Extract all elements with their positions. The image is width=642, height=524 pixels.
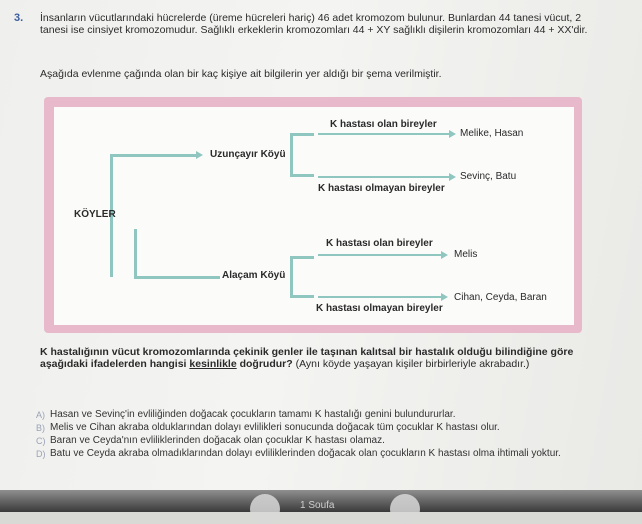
village2-patient-group: K hastası olan bireyler: [326, 238, 433, 249]
option-c[interactable]: [36, 435, 590, 447]
question-keyword: kesinlikle: [189, 358, 237, 371]
village2-label: Alaçam Köyü: [222, 270, 286, 281]
option-a-letter: A): [36, 410, 45, 420]
village2-branch-line: [290, 256, 293, 296]
leaf4-arrow: [441, 293, 448, 301]
option-b-letter: B): [36, 423, 45, 433]
leaf-melike-hasan: Melike, Hasan: [460, 128, 524, 139]
question-end: doğrudur?: [239, 358, 293, 371]
question-stem: K hastalığının vücut kromozomlarında çekinik genler ile taşınan kalıtsal bir hastalık olduğu bilindiğine göre aşağıdaki ifadelerden hangisi: [40, 346, 574, 371]
root-lower-line: [134, 229, 137, 277]
footer-circle-left: [250, 494, 280, 524]
leaf1-line: [318, 133, 450, 135]
option-d-text: Batu ve Ceyda akraba olmadıklarından dolayı evliliklerinden doğacak olan çocukların K hastası olma ihtimali yoktur.: [50, 448, 561, 459]
leaf2-line: [318, 176, 450, 178]
option-b-text: Melis ve Cihan akraba olduklarından dolayı evlilikleri sonucunda doğacak tüm çocuklar K hastası olur.: [50, 422, 500, 433]
option-d[interactable]: [36, 448, 590, 460]
village2-healthy-group: K hastası olmayan bireyler: [316, 303, 443, 314]
intro-paragraph: İnsanların vücutlarındaki hücrelerde (üreme hücreleri hariç) 46 adet kromozom bulunur. Bunlardan 44 tanesi vücut, 2 tanesi ise cinsiyet kromozomudur. Sağlıklı erkeklerin kromozomları 44 + XY sağlıklı dişilerin kromozomları 44 + XX'dir.: [40, 12, 588, 37]
footer-circle-right: [390, 494, 420, 524]
leaf3-arrow: [441, 251, 448, 259]
village1-upper-connector: [290, 133, 314, 136]
footer-text: 1 Soufa: [300, 500, 335, 511]
question-number: 3.: [14, 12, 24, 24]
option-d-letter: D): [36, 449, 46, 459]
village2-connector: [134, 276, 220, 279]
village1-branch-line: [290, 133, 293, 175]
village1-healthy-group: K hastası olmayan bireyler: [318, 183, 445, 194]
village1-patient-group: K hastası olan bireyler: [330, 119, 437, 130]
leaf-cihan-ceyda-baran: Cihan, Ceyda, Baran: [454, 292, 547, 303]
root-trunk-line: [110, 229, 113, 277]
question-text: [40, 346, 600, 371]
village1-connector: [110, 154, 198, 157]
option-a[interactable]: [36, 409, 590, 421]
option-c-text: Baran ve Ceyda'nın evliliklerinden doğacak olan çocuklar K hastası olamaz.: [50, 435, 385, 446]
question-note: (Aynı köyde yaşayan kişiler birbirleriyle akrabadır.): [295, 358, 530, 371]
leaf3-line: [318, 254, 442, 256]
leaf1-arrow: [449, 130, 456, 138]
option-a-text: Hasan ve Sevinç'in evliliğinden doğacak çocukların tamamı K hastalığı genini bulundururlar.: [50, 409, 456, 420]
option-c-letter: C): [36, 436, 46, 446]
village2-lower-connector: [290, 295, 314, 298]
leaf-sevinc-batu: Sevinç, Batu: [460, 171, 517, 182]
village1-lower-connector: [290, 174, 314, 177]
village1-arrow: [196, 151, 203, 159]
schema-intro: Aşağıda evlenme çağında olan bir kaç kişiye ait bilgilerin yer aldığı bir şema verilmiştir.: [40, 68, 442, 80]
leaf2-arrow: [449, 173, 456, 181]
leaf-melis: Melis: [454, 249, 478, 260]
leaf4-line: [318, 296, 442, 298]
village2-upper-connector: [290, 256, 314, 259]
option-b[interactable]: [36, 422, 590, 434]
village1-label: Uzunçayır Köyü: [210, 149, 286, 160]
root-label: KÖYLER: [74, 209, 116, 220]
